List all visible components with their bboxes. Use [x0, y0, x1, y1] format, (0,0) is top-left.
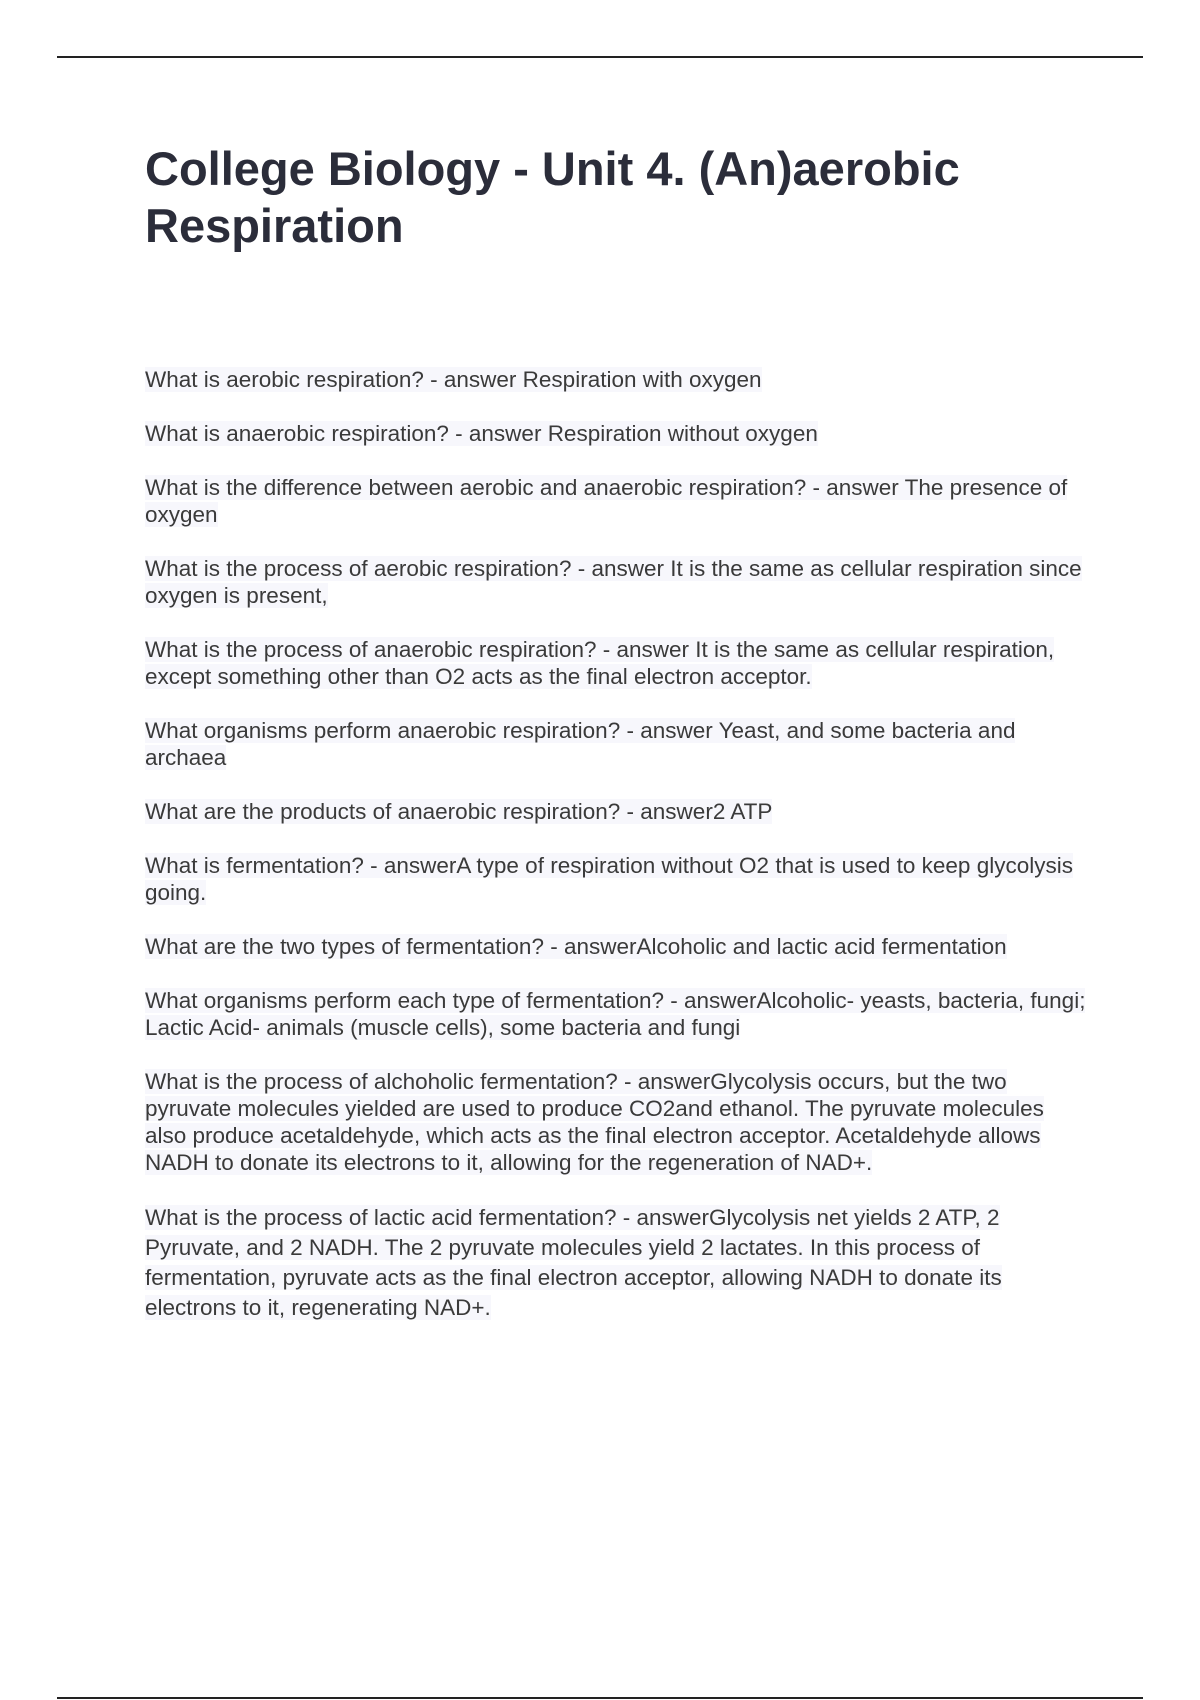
question-text: What is the process of alchoholic fermentation?: [145, 1069, 618, 1094]
question-text: What is the difference between aerobic and anaerobic respiration?: [145, 475, 807, 500]
qa-list: [145, 366, 1090, 1350]
question-text: What are the two types of fermentation?: [145, 934, 544, 959]
question-text: What is the process of lactic acid fermentation?: [145, 1205, 617, 1230]
answer-separator: - answer: [664, 988, 757, 1013]
answer-separator: - answer: [596, 637, 696, 662]
answer-text: Alcoholic- yeasts, bacteria, fungi; Lactic Acid- animals (muscle cells), some bacteria and fungi: [145, 988, 1086, 1040]
answer-separator: - answer: [363, 853, 457, 878]
qa-item: [145, 420, 1090, 447]
qa-item: [145, 987, 1090, 1041]
answer-text: Respiration with oxygen: [522, 367, 762, 392]
answer-separator: - answer: [448, 421, 548, 446]
page-title: College Biology - Unit 4. (An)aerobic Respiration: [145, 142, 960, 252]
answer-text: It is the same as cellular respiration since oxygen is present,: [145, 556, 1082, 608]
question-text: What is the process of anaerobic respiration?: [145, 637, 597, 662]
qa-item: [145, 474, 1090, 528]
answer-separator: - answer: [616, 1205, 709, 1230]
answer-text: Glycolysis net yields 2 ATP, 2 Pyruvate, and 2 NADH. The 2 pyruvate molecules yield 2 lactates. In this process of fermentation, pyruvate acts as the final electron acceptor, allowing NADH to donate its electrons to it, regenerating NAD+.: [145, 1205, 1002, 1320]
qa-item: [145, 717, 1090, 771]
qa-item: [145, 852, 1090, 906]
question-text: What organisms perform anaerobic respiration?: [145, 718, 621, 743]
answer-text: It is the same as cellular respiration, except something other than O2 acts as the final electron acceptor.: [145, 637, 1055, 689]
answer-separator: - answer: [571, 556, 671, 581]
bottom-divider: [57, 1697, 1143, 1699]
question-text: What is fermentation?: [145, 853, 364, 878]
qa-item: [145, 366, 1090, 393]
answer-separator: - answer: [617, 1069, 711, 1094]
question-text: What is aerobic respiration?: [145, 367, 424, 392]
answer-text: 2 ATP: [712, 799, 773, 824]
answer-text: Respiration without oxygen: [547, 421, 818, 446]
qa-item: [145, 636, 1090, 690]
qa-item: [145, 933, 1090, 960]
answer-text: A type of respiration without O2 that is used to keep glycolysis going.: [145, 853, 1073, 905]
question-text: What is the process of aerobic respiration?: [145, 556, 572, 581]
answer-separator: - answer: [543, 934, 637, 959]
answer-separator: - answer: [620, 718, 719, 743]
qa-item: [145, 555, 1090, 609]
answer-text: Glycolysis occurs, but the two pyruvate molecules yielded are used to produce CO2and ethanol. The pyruvate molecules also produce acetaldehyde, which acts as the final electron acceptor. Acetaldehyde allows NADH to donate its electrons to it, allowing for the regeneration of NAD+.: [145, 1069, 1044, 1175]
question-text: What is anaerobic respiration?: [145, 421, 449, 446]
answer-text: Yeast, and some bacteria and archaea: [145, 718, 1016, 770]
qa-item: [145, 798, 1090, 825]
question-text: What are the products of anaerobic respiration?: [145, 799, 621, 824]
answer-separator: - answer: [423, 367, 523, 392]
answer-text: The presence of oxygen: [145, 475, 1068, 527]
answer-separator: - answer: [620, 799, 713, 824]
qa-item: [145, 1068, 1090, 1176]
qa-item: [145, 1203, 1090, 1323]
answer-separator: - answer: [806, 475, 905, 500]
answer-text: Alcoholic and lactic acid fermentation: [636, 934, 1007, 959]
question-text: What organisms perform each type of fermentation?: [145, 988, 664, 1013]
top-divider: [57, 56, 1143, 58]
